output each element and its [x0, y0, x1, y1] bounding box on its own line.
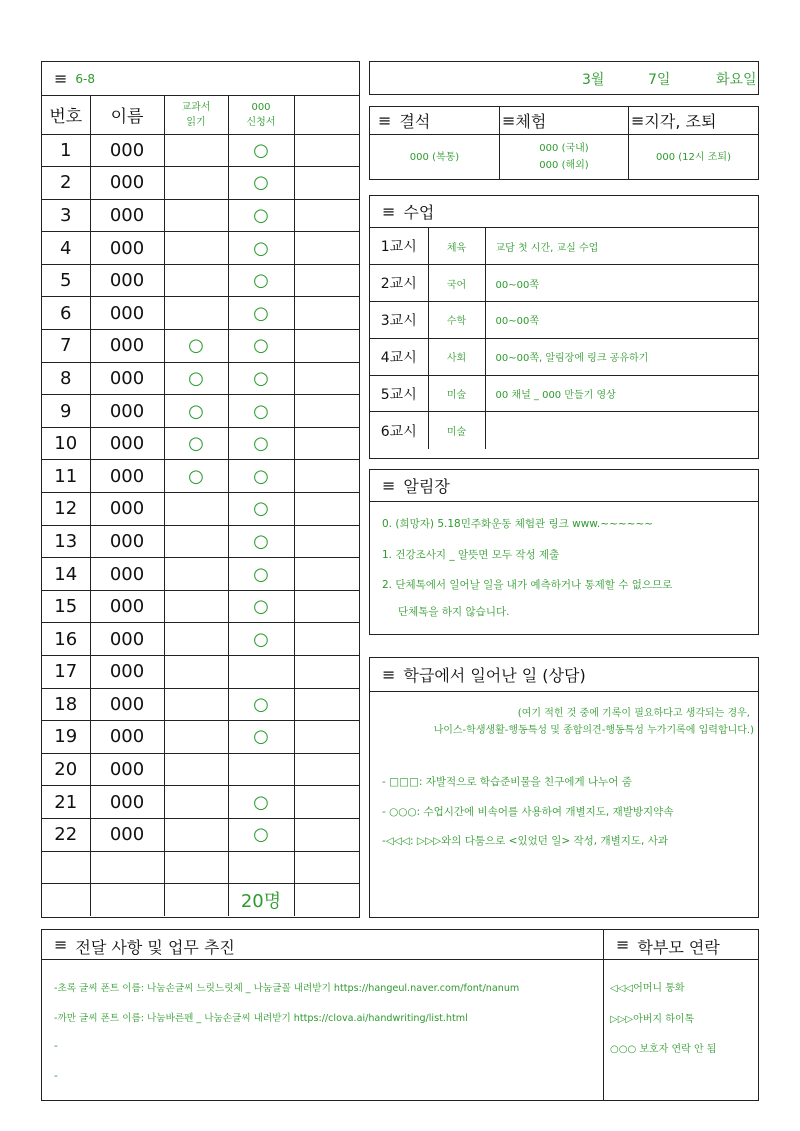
- roster-row: [42, 427, 359, 460]
- roster-extra: [294, 590, 359, 623]
- roster-row: [42, 395, 359, 428]
- notice-line: 1. 건강조사지 _ 알뜻면 모두 작성 제출: [382, 549, 560, 561]
- roster-textbook-mark: ○: [164, 427, 228, 460]
- roster-row: [42, 167, 359, 200]
- lesson-content: [485, 412, 758, 449]
- roster-number: 2: [42, 167, 90, 200]
- roster-number: 16: [42, 623, 90, 656]
- roster-row: [42, 525, 359, 558]
- roster-name: 000: [90, 525, 164, 558]
- roster-name: 000: [90, 395, 164, 428]
- roster-textbook-mark: [164, 493, 228, 526]
- date-month: 3월: [582, 72, 605, 88]
- lesson-row: [370, 375, 758, 412]
- roster-number: 3: [42, 199, 90, 232]
- lessons-box: [369, 195, 759, 459]
- roster-textbook-mark: [164, 167, 228, 200]
- roster-name: 000: [90, 264, 164, 297]
- roster-total-row: [42, 884, 359, 917]
- lesson-subject: 사회: [428, 338, 485, 375]
- roster-number: 11: [42, 460, 90, 493]
- lesson-period: 2교시: [370, 265, 428, 302]
- absent-label: 결석: [399, 112, 431, 131]
- parents-title: 학부모 연락: [637, 938, 720, 957]
- roster-apply-mark: ○: [228, 590, 294, 623]
- roster-row: [42, 721, 359, 754]
- events-guide-line2: 나이스-학생생활-행동특성 및 종합의견-행동특성 누가기록에 입력합니다.): [433, 725, 754, 736]
- roster-textbook-mark: [164, 134, 228, 167]
- roster-row: [42, 199, 359, 232]
- lesson-subject: 미술: [428, 375, 485, 412]
- roster-name: 000: [90, 818, 164, 851]
- col-number: 번호: [42, 96, 90, 134]
- roster-number: 4: [42, 232, 90, 265]
- roster-apply-mark: ○: [228, 330, 294, 363]
- lesson-period: 6교시: [370, 412, 428, 449]
- roster-row: [42, 493, 359, 526]
- roster-row: [42, 656, 359, 689]
- roster-name: [90, 851, 164, 884]
- col-extra: [294, 96, 359, 134]
- attendance-box: [369, 106, 759, 180]
- roster-total-empty: [164, 884, 228, 917]
- roster-textbook-mark: ○: [164, 460, 228, 493]
- notice-box: [369, 469, 759, 635]
- lesson-content: 00~00쪽: [485, 265, 758, 302]
- equals-icon: ≡: [54, 935, 68, 954]
- roster-number: [42, 851, 90, 884]
- roster-apply-mark: ○: [228, 818, 294, 851]
- notice-line: 2. 단체톡에서 일어날 일을 내가 예측하거나 통제할 수 없으므로: [382, 579, 673, 591]
- roster-name: 000: [90, 330, 164, 363]
- roster-row: [42, 460, 359, 493]
- roster-textbook-mark: [164, 199, 228, 232]
- roster-row: [42, 362, 359, 395]
- roster-row: [42, 134, 359, 167]
- roster-extra: [294, 493, 359, 526]
- roster-apply-mark: [228, 851, 294, 884]
- parents-header: [616, 935, 720, 958]
- roster-number: 10: [42, 427, 90, 460]
- roster-number: 9: [42, 395, 90, 428]
- roster-textbook-mark: ○: [164, 330, 228, 363]
- roster-extra: [294, 818, 359, 851]
- roster-header: [42, 62, 359, 96]
- col-textbook: 교과서 읽기: [164, 96, 228, 134]
- roster-number: 5: [42, 264, 90, 297]
- events-guide-line1: (여기 적힌 것 중에 기록이 필요하다고 생각되는 경우,: [517, 708, 750, 719]
- roster-apply-mark: [228, 753, 294, 786]
- roster-extra: [294, 721, 359, 754]
- roster-apply-mark: [228, 656, 294, 689]
- roster-extra: [294, 753, 359, 786]
- roster-name: 000: [90, 460, 164, 493]
- roster-name: 000: [90, 590, 164, 623]
- col-apply: 000 신청서: [228, 96, 294, 134]
- lesson-subject: 미술: [428, 412, 485, 449]
- equals-icon: ≡: [502, 111, 516, 130]
- tasks-header: [54, 935, 235, 958]
- lesson-period: 3교시: [370, 302, 428, 339]
- roster-number: 17: [42, 656, 90, 689]
- lesson-subject: 체육: [428, 228, 485, 265]
- roster-extra: [294, 395, 359, 428]
- absent-value: 000 (복통): [409, 151, 460, 163]
- roster-apply-mark: ○: [228, 297, 294, 330]
- roster-extra: [294, 167, 359, 200]
- equals-icon: ≡: [382, 202, 396, 221]
- roster-number: 14: [42, 558, 90, 591]
- roster-extra: [294, 688, 359, 721]
- roster-textbook-mark: ○: [164, 362, 228, 395]
- parents-line: ◁◁◁어머니 통화: [610, 983, 685, 994]
- roster-textbook-mark: [164, 753, 228, 786]
- roster-name: 000: [90, 623, 164, 656]
- roster-apply-mark: ○: [228, 362, 294, 395]
- lessons-header: [370, 196, 758, 228]
- roster-name: 000: [90, 721, 164, 754]
- roster-row: [42, 688, 359, 721]
- tasks-line: -까만 글씨 폰트 이름: 나눔바른펜 _ 나눔손글씨 내려받기 https://clova.ai/handwriting/list.html: [54, 1013, 468, 1024]
- events-line: - □□□: 자발적으로 학습준비물을 친구에게 나누어 줌: [382, 776, 632, 788]
- roster-apply-mark: ○: [228, 460, 294, 493]
- roster-box: [41, 61, 360, 918]
- roster-apply-mark: ○: [228, 493, 294, 526]
- roster-number: 13: [42, 525, 90, 558]
- roster-apply-mark: ○: [228, 167, 294, 200]
- roster-number: 12: [42, 493, 90, 526]
- date-box: [369, 61, 759, 95]
- date-weekday: 화요일: [716, 72, 757, 88]
- roster-extra: [294, 297, 359, 330]
- roster-apply-mark: ○: [228, 786, 294, 819]
- events-line: - ○○○: 수업시간에 비속어를 사용하여 개별지도, 재발방지약속: [382, 806, 674, 818]
- roster-number: 21: [42, 786, 90, 819]
- roster-total: 20명: [228, 884, 294, 917]
- lesson-row: [370, 412, 758, 449]
- events-title: 학급에서 일어난 일 (상담): [403, 666, 586, 685]
- roster-textbook-mark: [164, 558, 228, 591]
- roster-textbook-mark: [164, 297, 228, 330]
- lesson-content: 00 채널 _ 000 만들기 영상: [485, 375, 758, 412]
- roster-name: 000: [90, 493, 164, 526]
- roster-apply-mark: ○: [228, 558, 294, 591]
- experience-line1: 000 (국내): [539, 143, 589, 154]
- roster-textbook-mark: [164, 590, 228, 623]
- lesson-row: [370, 228, 758, 265]
- roster-name: 000: [90, 656, 164, 689]
- roster-apply-mark: ○: [228, 134, 294, 167]
- bottom-box: [41, 929, 759, 1101]
- roster-total-empty: [90, 884, 164, 917]
- lessons-table: [370, 228, 758, 449]
- roster-textbook-mark: [164, 264, 228, 297]
- roster-extra: [294, 525, 359, 558]
- roster-textbook-mark: [164, 232, 228, 265]
- lesson-row: [370, 265, 758, 302]
- col-name: 이름: [90, 96, 164, 134]
- roster-total-empty: [294, 884, 359, 917]
- roster-extra: [294, 362, 359, 395]
- equals-icon: ≡: [616, 935, 630, 954]
- lesson-subject: 국어: [428, 265, 485, 302]
- roster-textbook-mark: [164, 688, 228, 721]
- roster-row: [42, 297, 359, 330]
- tasks-line: -: [54, 1040, 58, 1052]
- roster-extra: [294, 558, 359, 591]
- events-box: [369, 657, 759, 918]
- lesson-period: 4교시: [370, 338, 428, 375]
- roster-row: [42, 330, 359, 363]
- roster-row: [42, 590, 359, 623]
- roster-number: 1: [42, 134, 90, 167]
- lesson-row: [370, 302, 758, 339]
- roster-extra: [294, 427, 359, 460]
- roster-name: 000: [90, 753, 164, 786]
- lesson-row: [370, 338, 758, 375]
- notice-line: 0. (희망자) 5.18민주화운동 체험관 링크 www.~~~~~~: [382, 518, 654, 530]
- lesson-period: 1교시: [370, 228, 428, 265]
- roster-extra: [294, 330, 359, 363]
- date-day: 7일: [648, 72, 671, 88]
- roster-row: [42, 558, 359, 591]
- roster-apply-mark: ○: [228, 232, 294, 265]
- late-column: [629, 107, 758, 179]
- events-line: -◁◁◁: ▷▷▷와의 다툼으로 <있었던 일> 작성, 개별지도, 사과: [382, 835, 668, 847]
- roster-extra: [294, 199, 359, 232]
- roster-textbook-mark: [164, 786, 228, 819]
- experience-label: 체험: [515, 112, 547, 131]
- tasks-title: 전달 사항 및 업무 추진: [75, 938, 235, 957]
- notice-title: 알림장: [403, 477, 450, 496]
- roster-extra: [294, 460, 359, 493]
- roster-name: 000: [90, 167, 164, 200]
- parents-line: ○○○ 보호자 연락 안 됨: [610, 1044, 717, 1055]
- notice-header: [370, 470, 758, 502]
- late-value: 000 (12시 조퇴): [656, 151, 731, 163]
- lesson-content: 교담 첫 시간, 교실 수업: [485, 228, 758, 265]
- parents-line: ▷▷▷아버지 하이톡: [610, 1014, 695, 1025]
- roster-name: 000: [90, 362, 164, 395]
- roster-apply-mark: ○: [228, 721, 294, 754]
- late-label: 지각, 조퇴: [644, 112, 717, 131]
- roster-number: 22: [42, 818, 90, 851]
- roster-row: [42, 786, 359, 819]
- roster-number: 7: [42, 330, 90, 363]
- roster-extra: [294, 232, 359, 265]
- roster-row: [42, 818, 359, 851]
- roster-apply-mark: ○: [228, 688, 294, 721]
- roster-number: 19: [42, 721, 90, 754]
- roster-apply-mark: ○: [228, 427, 294, 460]
- roster-number: 8: [42, 362, 90, 395]
- roster-apply-mark: ○: [228, 395, 294, 428]
- roster-textbook-mark: [164, 623, 228, 656]
- roster-extra: [294, 656, 359, 689]
- roster-name: 000: [90, 232, 164, 265]
- lesson-subject: 수학: [428, 302, 485, 339]
- roster-number: 6: [42, 297, 90, 330]
- roster-apply-mark: ○: [228, 199, 294, 232]
- class-name: 6-8: [75, 71, 96, 86]
- tasks-line: -초록 글씨 폰트 이름: 나눔손글씨 느릿느릿체 _ 나눔글꼴 내려받기 https://hangeul.naver.com/font/nanum: [54, 983, 520, 994]
- roster-number: 15: [42, 590, 90, 623]
- roster-apply-mark: ○: [228, 623, 294, 656]
- roster-textbook-mark: [164, 818, 228, 851]
- lesson-content: 00~00쪽: [485, 302, 758, 339]
- equals-icon: ≡: [54, 69, 68, 88]
- roster-apply-mark: ○: [228, 264, 294, 297]
- roster-name: 000: [90, 199, 164, 232]
- events-header: [370, 658, 758, 692]
- lesson-content: 00~00쪽, 알림장에 링크 공유하기: [485, 338, 758, 375]
- roster-row: [42, 232, 359, 265]
- experience-column: [500, 107, 629, 179]
- lessons-title: 수업: [403, 203, 435, 222]
- lesson-period: 5교시: [370, 375, 428, 412]
- roster-number: 18: [42, 688, 90, 721]
- roster-row: [42, 851, 359, 884]
- roster-textbook-mark: ○: [164, 395, 228, 428]
- roster-row: [42, 623, 359, 656]
- experience-line2: 000 (해외): [539, 160, 589, 171]
- roster-textbook-mark: [164, 656, 228, 689]
- roster-name: 000: [90, 297, 164, 330]
- tasks-line: -: [54, 1070, 58, 1082]
- equals-icon: ≡: [631, 111, 645, 130]
- roster-row: [42, 264, 359, 297]
- equals-icon: ≡: [382, 476, 396, 495]
- roster-name: 000: [90, 786, 164, 819]
- roster-name: 000: [90, 427, 164, 460]
- roster-total-empty: [42, 884, 90, 917]
- roster-extra: [294, 851, 359, 884]
- roster-row: [42, 753, 359, 786]
- roster-number: 20: [42, 753, 90, 786]
- roster-extra: [294, 134, 359, 167]
- roster-name: 000: [90, 558, 164, 591]
- equals-icon: ≡: [378, 111, 392, 130]
- roster-name: 000: [90, 134, 164, 167]
- roster-apply-mark: ○: [228, 525, 294, 558]
- roster-extra: [294, 786, 359, 819]
- equals-icon: ≡: [382, 665, 396, 684]
- roster-textbook-mark: [164, 721, 228, 754]
- roster-table: [42, 96, 359, 916]
- roster-textbook-mark: [164, 525, 228, 558]
- roster-extra: [294, 264, 359, 297]
- roster-name: 000: [90, 688, 164, 721]
- notice-line: 단체톡을 하지 않습니다.: [398, 606, 510, 618]
- roster-extra: [294, 623, 359, 656]
- absent-column: [370, 107, 500, 179]
- roster-textbook-mark: [164, 851, 228, 884]
